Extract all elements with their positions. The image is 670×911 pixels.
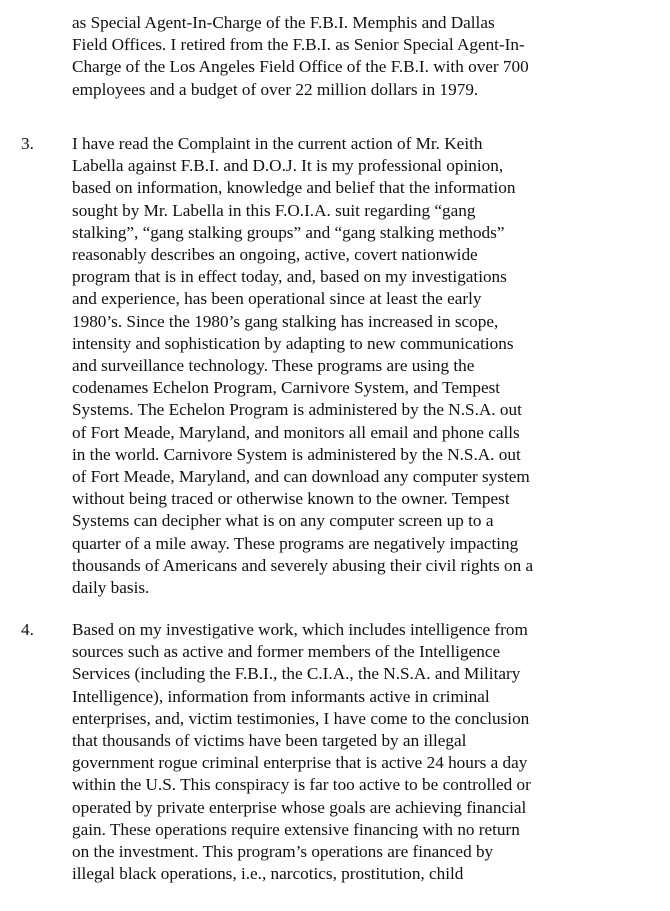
- text-line: gain. These operations require extensive financing with no return: [72, 819, 520, 839]
- text-line: quarter of a mile away. These programs are negatively impacting: [72, 533, 519, 553]
- text-line: Systems can decipher what is on any computer screen up to a: [72, 511, 494, 531]
- text-line: of Fort Meade, Maryland, and monitors all email and phone calls: [72, 422, 520, 442]
- paragraph-3: [72, 133, 533, 599]
- text-line: intensity and sophistication by adapting to new communications: [72, 333, 514, 353]
- text-line: without being traced or otherwise known to the owner. Tempest: [72, 489, 510, 509]
- text-line: employees and a budget of over 22 million dollars in 1979.: [72, 79, 479, 99]
- text-line: and surveillance technology. These programs are using the: [72, 356, 475, 376]
- paragraph-4: [72, 619, 531, 885]
- text-line: thousands of Americans and severely abusing their civil rights on a: [72, 555, 534, 575]
- paragraph-number: 3.: [21, 134, 34, 153]
- text-line: as Special Agent-In-Charge of the F.B.I. Memphis and Dallas: [72, 13, 495, 32]
- text-line: and experience, has been operational since at least the early: [72, 289, 482, 309]
- paragraph-number: 4.: [21, 620, 34, 639]
- text-line: sought by Mr. Labella in this F.O.I.A. suit regarding “gang: [72, 200, 476, 220]
- text-line: that thousands of victims have been targeted by an illegal: [72, 731, 467, 751]
- text-line: on the investment. This program’s operations are financed by: [72, 842, 494, 862]
- text-line: reasonably describes an ongoing, active, covert nationwide: [72, 245, 478, 265]
- text-line: Services (including the F.B.I., the C.I.A., the N.S.A. and Military: [72, 664, 521, 684]
- text-line: daily basis.: [72, 578, 150, 598]
- text-line: within the U.S. This conspiracy is far too active to be controlled or: [72, 775, 531, 795]
- text-line: operated by private enterprise whose goals are achieving financial: [72, 797, 527, 817]
- text-line: sources such as active and former members of the Intelligence: [72, 642, 501, 662]
- text-line: illegal black operations, i.e., narcotics, prostitution, child: [72, 864, 464, 884]
- text-line: Field Offices. I retired from the F.B.I. as Senior Special Agent-In-: [72, 35, 525, 55]
- text-line: Based on my investigative work, which includes intelligence from: [72, 620, 528, 639]
- text-line: I have read the Complaint in the current action of Mr. Keith: [72, 134, 483, 153]
- text-line: Systems. The Echelon Program is administered by the N.S.A. out: [72, 400, 522, 420]
- text-line: stalking”, “gang stalking groups” and “gang stalking methods”: [72, 222, 505, 242]
- text-line: of Fort Meade, Maryland, and can download any computer system: [72, 467, 530, 487]
- text-line: codenames Echelon Program, Carnivore System, and Tempest: [72, 378, 501, 398]
- text-line: enterprises, and, victim testimonies, I have come to the conclusion: [72, 708, 530, 728]
- text-line: Charge of the Los Angeles Field Office of the F.B.I. with over 700: [72, 57, 529, 77]
- continuation-paragraph: [72, 12, 529, 101]
- text-line: government rogue criminal enterprise that is active 24 hours a day: [72, 753, 528, 773]
- text-line: Labella against F.B.I. and D.O.J. It is my professional opinion,: [72, 156, 504, 176]
- text-line: 1980’s. Since the 1980’s gang stalking has increased in scope,: [72, 311, 499, 331]
- text-line: in the world. Carnivore System is administered by the N.S.A. out: [72, 444, 521, 464]
- text-line: based on information, knowledge and belief that the information: [72, 178, 516, 198]
- text-line: program that is in effect today, and, based on my investigations: [72, 267, 507, 287]
- text-line: Intelligence), information from informants active in criminal: [72, 686, 490, 706]
